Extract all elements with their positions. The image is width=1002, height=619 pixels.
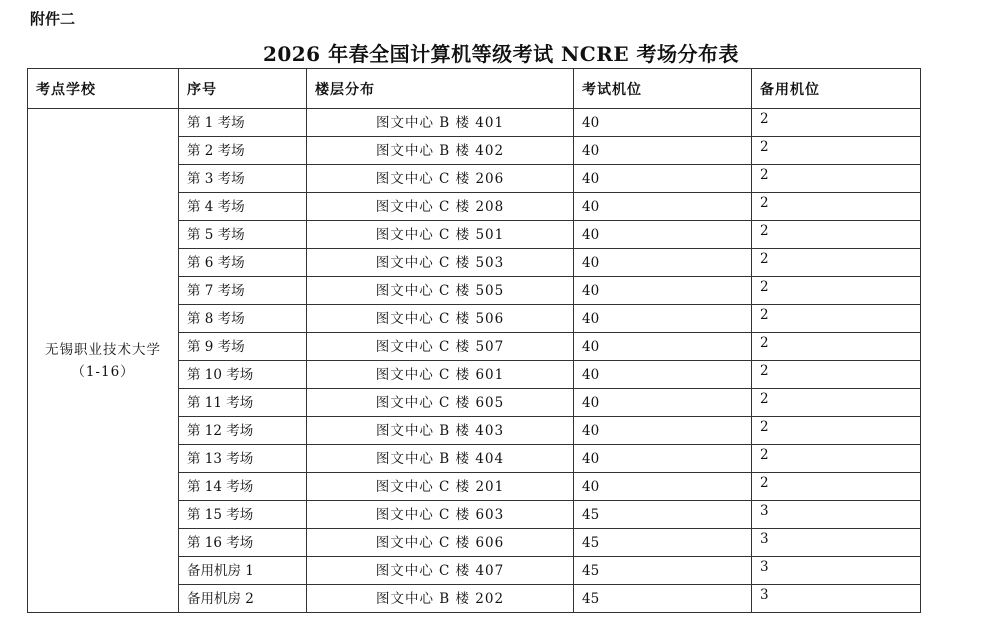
spare-cell: 3 bbox=[752, 501, 921, 529]
seats-cell: 40 bbox=[574, 165, 752, 193]
spare-cell: 2 bbox=[752, 221, 921, 249]
spare-cell: 2 bbox=[752, 109, 921, 137]
seats-cell: 40 bbox=[574, 445, 752, 473]
seq-cell: 第 5 考场 bbox=[179, 221, 307, 249]
floor-cell: 图文中心 C 楼 407 bbox=[307, 557, 574, 585]
spare-cell: 3 bbox=[752, 585, 921, 613]
floor-cell: 图文中心 C 楼 206 bbox=[307, 165, 574, 193]
seats-cell: 40 bbox=[574, 389, 752, 417]
seats-cell: 40 bbox=[574, 473, 752, 501]
table-body bbox=[28, 109, 921, 613]
seq-cell: 第 15 考场 bbox=[179, 501, 307, 529]
seats-cell: 45 bbox=[574, 529, 752, 557]
floor-cell: 图文中心 C 楼 503 bbox=[307, 249, 574, 277]
seq-cell: 第 7 考场 bbox=[179, 277, 307, 305]
spare-cell: 2 bbox=[752, 361, 921, 389]
seats-cell: 40 bbox=[574, 361, 752, 389]
header-floor: 楼层分布 bbox=[307, 69, 574, 109]
seats-cell: 40 bbox=[574, 193, 752, 221]
header-seats: 考试机位 bbox=[574, 69, 752, 109]
spare-cell: 2 bbox=[752, 473, 921, 501]
seq-cell: 第 12 考场 bbox=[179, 417, 307, 445]
spare-cell: 2 bbox=[752, 193, 921, 221]
seq-cell: 第 9 考场 bbox=[179, 333, 307, 361]
seats-cell: 40 bbox=[574, 305, 752, 333]
seq-cell: 第 2 考场 bbox=[179, 137, 307, 165]
seq-cell: 第 13 考场 bbox=[179, 445, 307, 473]
seats-cell: 45 bbox=[574, 585, 752, 613]
seats-cell: 40 bbox=[574, 333, 752, 361]
spare-cell: 2 bbox=[752, 165, 921, 193]
seats-cell: 40 bbox=[574, 221, 752, 249]
seats-cell: 45 bbox=[574, 557, 752, 585]
seq-cell: 第 8 考场 bbox=[179, 305, 307, 333]
spare-cell: 2 bbox=[752, 277, 921, 305]
floor-cell: 图文中心 B 楼 404 bbox=[307, 445, 574, 473]
floor-cell: 图文中心 C 楼 506 bbox=[307, 305, 574, 333]
header-seq: 序号 bbox=[179, 69, 307, 109]
floor-cell: 图文中心 C 楼 606 bbox=[307, 529, 574, 557]
seats-cell: 45 bbox=[574, 501, 752, 529]
school-range: （1-16） bbox=[71, 363, 135, 380]
floor-cell: 图文中心 B 楼 202 bbox=[307, 585, 574, 613]
spare-cell: 2 bbox=[752, 137, 921, 165]
seq-cell: 第 16 考场 bbox=[179, 529, 307, 557]
spare-cell: 2 bbox=[752, 445, 921, 473]
floor-cell: 图文中心 C 楼 603 bbox=[307, 501, 574, 529]
school-cell bbox=[28, 109, 179, 613]
floor-cell: 图文中心 B 楼 403 bbox=[307, 417, 574, 445]
floor-cell: 图文中心 C 楼 501 bbox=[307, 221, 574, 249]
seq-cell: 第 1 考场 bbox=[179, 109, 307, 137]
spare-cell: 2 bbox=[752, 249, 921, 277]
seats-cell: 40 bbox=[574, 249, 752, 277]
spare-cell: 2 bbox=[752, 305, 921, 333]
seats-cell: 40 bbox=[574, 417, 752, 445]
seq-cell: 第 6 考场 bbox=[179, 249, 307, 277]
table-row bbox=[28, 109, 921, 137]
floor-cell: 图文中心 C 楼 605 bbox=[307, 389, 574, 417]
table-header-row bbox=[28, 69, 921, 109]
floor-cell: 图文中心 B 楼 401 bbox=[307, 109, 574, 137]
spare-cell: 3 bbox=[752, 557, 921, 585]
school-name: 无锡职业技术大学 bbox=[45, 341, 161, 358]
seq-cell: 第 4 考场 bbox=[179, 193, 307, 221]
floor-cell: 图文中心 B 楼 402 bbox=[307, 137, 574, 165]
seq-cell: 第 3 考场 bbox=[179, 165, 307, 193]
header-spare: 备用机位 bbox=[752, 69, 921, 109]
floor-cell: 图文中心 C 楼 507 bbox=[307, 333, 574, 361]
floor-cell: 图文中心 C 楼 601 bbox=[307, 361, 574, 389]
spare-cell: 2 bbox=[752, 389, 921, 417]
seats-cell: 40 bbox=[574, 277, 752, 305]
seq-cell: 第 10 考场 bbox=[179, 361, 307, 389]
exam-room-table bbox=[27, 68, 921, 613]
seats-cell: 40 bbox=[574, 109, 752, 137]
floor-cell: 图文中心 C 楼 208 bbox=[307, 193, 574, 221]
header-school: 考点学校 bbox=[28, 69, 179, 109]
seq-cell: 第 14 考场 bbox=[179, 473, 307, 501]
attachment-label: 附件二 bbox=[30, 10, 76, 28]
seats-cell: 40 bbox=[574, 137, 752, 165]
seq-cell: 备用机房 1 bbox=[179, 557, 307, 585]
floor-cell: 图文中心 C 楼 505 bbox=[307, 277, 574, 305]
floor-cell: 图文中心 C 楼 201 bbox=[307, 473, 574, 501]
spare-cell: 3 bbox=[752, 529, 921, 557]
seq-cell: 备用机房 2 bbox=[179, 585, 307, 613]
spare-cell: 2 bbox=[752, 333, 921, 361]
seq-cell: 第 11 考场 bbox=[179, 389, 307, 417]
page-title: 2026 年春全国计算机等级考试 NCRE 考场分布表 bbox=[262, 42, 740, 66]
spare-cell: 2 bbox=[752, 417, 921, 445]
